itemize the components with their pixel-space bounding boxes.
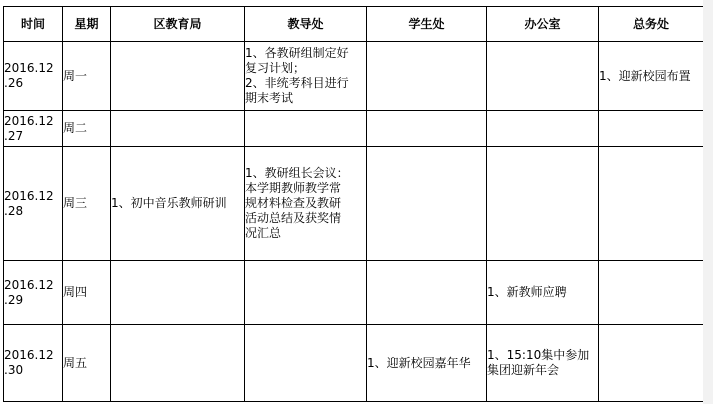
general-cell[interactable]: [599, 147, 704, 261]
header-general-affairs: 总务处: [599, 7, 704, 42]
teaching-line: 规材料检查及教研: [245, 196, 342, 210]
header-row: [4, 7, 704, 42]
district-cell[interactable]: 1、初中音乐教师研训: [111, 147, 245, 261]
teaching-line: 本学期教师教学常: [245, 181, 342, 195]
teaching-cell[interactable]: [245, 261, 367, 325]
teaching-cell[interactable]: [245, 325, 367, 402]
date-line-2: .28: [4, 203, 24, 218]
header-weekday: 星期: [63, 7, 111, 42]
general-cell[interactable]: 1、迎新校园布置: [599, 42, 704, 111]
teaching-line: 1、各教研组制定好: [245, 46, 349, 60]
office-cell[interactable]: 1、新教师应聘: [487, 261, 599, 325]
office-cell[interactable]: [487, 111, 599, 147]
header-office: 办公室: [487, 7, 599, 42]
date-line-2: .26: [4, 76, 24, 90]
district-cell[interactable]: [111, 325, 245, 402]
student-cell[interactable]: 1、迎新校园嘉年华: [367, 325, 487, 402]
student-cell[interactable]: [367, 42, 487, 111]
table-row: [4, 42, 704, 111]
office-cell[interactable]: [487, 42, 599, 111]
header-student-affairs: 学生处: [367, 7, 487, 42]
general-cell[interactable]: [599, 261, 704, 325]
weekday-cell[interactable]: 周三: [63, 147, 111, 261]
student-cell[interactable]: [367, 111, 487, 147]
teaching-line: 1、教研组长会议：: [245, 166, 349, 180]
teaching-cell[interactable]: [245, 42, 367, 111]
teaching-line: 期末考试: [245, 91, 294, 105]
teaching-line: 2、非统考科目进行: [245, 76, 349, 90]
header-district-education-bureau: 区教育局: [111, 7, 245, 42]
student-cell[interactable]: [367, 147, 487, 261]
date-cell[interactable]: [4, 325, 63, 402]
date-line-2: .29: [4, 292, 24, 307]
teaching-line: 复习计划；: [245, 61, 306, 75]
weekday-cell[interactable]: 周二: [63, 111, 111, 147]
weekday-cell[interactable]: 周一: [63, 42, 111, 111]
date-cell[interactable]: [4, 111, 63, 147]
district-cell[interactable]: [111, 111, 245, 147]
date-cell[interactable]: [4, 42, 63, 111]
weekday-cell[interactable]: 周五: [63, 325, 111, 402]
district-cell[interactable]: [111, 42, 245, 111]
weekly-schedule-table: [3, 6, 704, 402]
teaching-line: 活动总结及获奖情: [245, 211, 342, 225]
office-cell[interactable]: [487, 147, 599, 261]
date-line-1: 2016.12: [4, 348, 54, 362]
teaching-cell[interactable]: [245, 111, 367, 147]
date-cell[interactable]: [4, 261, 63, 325]
general-cell[interactable]: [599, 325, 704, 402]
table-row: [4, 261, 704, 325]
student-cell[interactable]: [367, 261, 487, 325]
date-line-1: 2016.12: [4, 113, 54, 128]
table-row: [4, 147, 704, 261]
header-teaching-affairs: 教导处: [245, 7, 367, 42]
weekday-cell[interactable]: 周四: [63, 261, 111, 325]
date-line-2: .30: [4, 363, 24, 377]
window-edge: [703, 0, 713, 404]
table-row: [4, 111, 704, 147]
general-cell[interactable]: [599, 111, 704, 147]
date-line-1: 2016.12: [4, 188, 54, 203]
office-cell[interactable]: 1、15:10集中参加集团迎新年会: [487, 325, 599, 402]
district-cell[interactable]: [111, 261, 245, 325]
date-line-1: 2016.12: [4, 61, 54, 75]
date-line-2: .27: [4, 128, 24, 143]
teaching-cell[interactable]: [245, 147, 367, 261]
date-line-1: 2016.12: [4, 277, 54, 292]
table-row: [4, 325, 704, 402]
date-cell[interactable]: [4, 147, 63, 261]
header-time: 时间: [4, 7, 63, 42]
teaching-line: 况汇总: [245, 226, 282, 240]
